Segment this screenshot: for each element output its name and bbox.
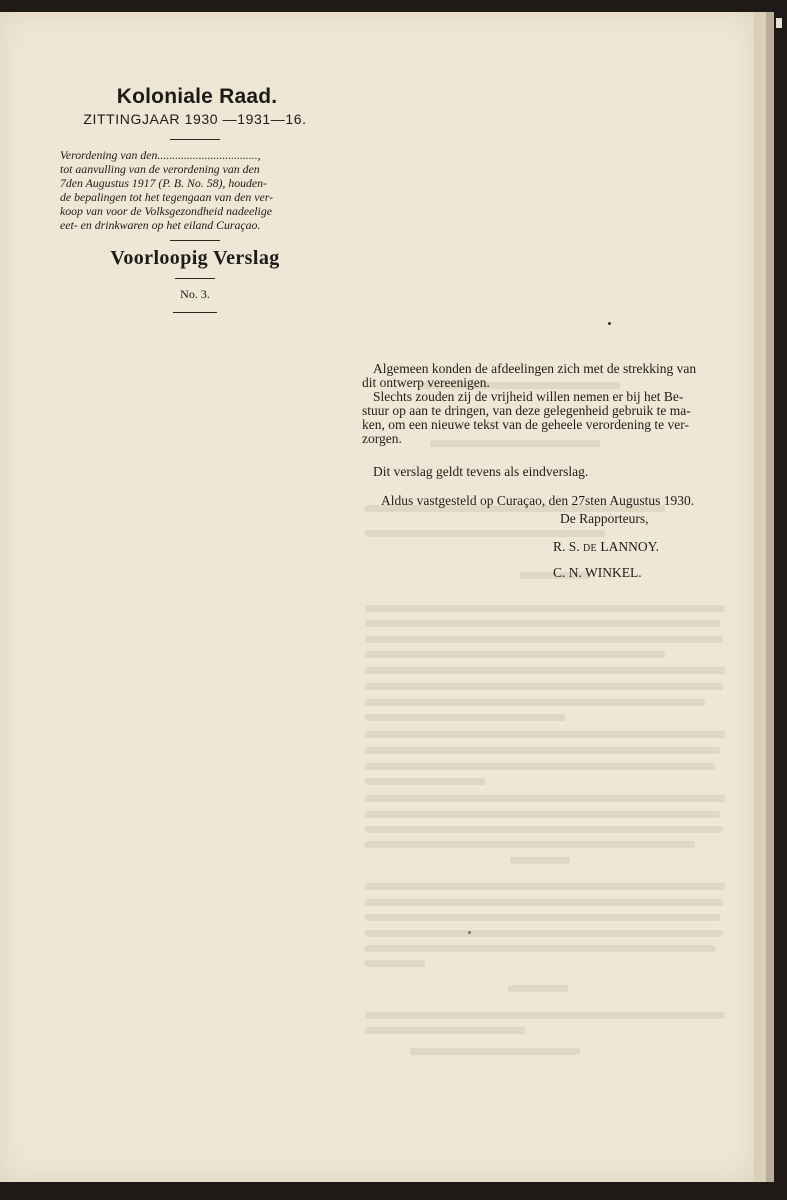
divider: [170, 240, 220, 241]
page-edge: [766, 12, 774, 1182]
bleed-through-mark: [365, 747, 720, 754]
signatory-1-initials: R. S.: [553, 539, 580, 554]
rapporteurs-label: De Rapporteurs,: [560, 511, 649, 526]
bleed-through-mark: [365, 699, 705, 706]
bleed-through-mark: [365, 778, 485, 785]
bleed-through-mark: [410, 1048, 580, 1055]
final-note: Dit verslag geldt tevens als eindverslag.: [373, 464, 589, 479]
description-line: Verordening van den..................................,: [60, 148, 261, 162]
paragraph-line: Slechts zouden zij de vrijheid willen nemen er bij het Be-: [373, 389, 684, 404]
scan-border: [774, 0, 787, 1200]
bleed-through-mark: [365, 714, 565, 721]
established-line: Aldus vastgesteld op Curaçao, den 27sten Augustus 1930.: [381, 493, 695, 508]
description-line: tot aanvulling van de verordening van den: [60, 162, 260, 176]
bleed-through-mark: [365, 1012, 725, 1019]
bleed-through-mark: [365, 914, 720, 921]
paragraph-line: stuur op aan te dringen, van deze gelegenheid gebruik te ma-: [362, 403, 691, 418]
bleed-through-mark: [365, 841, 695, 848]
report-number: No. 3.: [180, 287, 210, 301]
scan-tab-mark: [776, 18, 782, 28]
divider: [175, 278, 215, 279]
session-year: ZITTINGJAAR 1930 —1931—16.: [83, 111, 307, 127]
ordinance-description: [60, 148, 330, 232]
bleed-through-mark: [365, 930, 723, 937]
divider: [173, 312, 217, 313]
document-header: [60, 85, 330, 313]
paragraph-line: Algemeen konden de afdeelingen zich met de strekking van: [373, 361, 697, 376]
bleed-through-mark: [365, 636, 723, 643]
ink-speck: [608, 322, 611, 325]
bleed-through-mark: [365, 960, 425, 967]
bleed-through-mark: [365, 651, 665, 658]
report-body: [362, 362, 732, 508]
bleed-through-mark: [365, 826, 723, 833]
bleed-through-mark: [508, 985, 568, 992]
signatory-1-name: LANNOY.: [600, 539, 659, 554]
bleed-through-mark: [365, 605, 725, 612]
bleed-through-mark: [365, 883, 725, 890]
council-name: Koloniale Raad.: [116, 85, 278, 108]
paragraph-line: dit ontwerp vereenigen.: [362, 375, 490, 390]
bleed-through-mark: [365, 683, 723, 690]
report-title: Voorloopig Verslag: [110, 247, 280, 269]
page-edge-strip: [754, 12, 766, 1182]
bleed-through-mark: [510, 857, 570, 864]
description-line: koop van voor de Volksgezondheid nadeelige: [60, 204, 272, 218]
signatory-2: C. N. WINKEL.: [553, 565, 642, 580]
description-line: de bepalingen tot het tegengaan van den ver-: [60, 190, 274, 204]
divider: [170, 139, 220, 140]
paragraph-line: zorgen.: [362, 431, 402, 446]
bleed-through-mark: [365, 530, 605, 537]
signatory-1: [553, 539, 659, 555]
signatory-1-particle: DE: [583, 543, 597, 554]
paragraph-line: ken, om een nieuwe tekst van de geheele verordening te ver-: [362, 417, 689, 432]
bleed-through-mark: [365, 899, 723, 906]
bleed-through-mark: [365, 620, 720, 627]
bleed-through-mark: [365, 667, 725, 674]
bleed-through-mark: [365, 795, 725, 802]
bleed-through-mark: [365, 1027, 525, 1034]
description-line: 7den Augustus 1917 (P. B. No. 58), houden-: [60, 176, 267, 190]
bleed-through-mark: [365, 763, 715, 770]
bleed-through-mark: [365, 811, 720, 818]
description-line: eet- en drinkwaren op het eiland Curaçao.: [60, 218, 261, 232]
ink-speck: [468, 931, 471, 934]
bleed-through-mark: [365, 731, 725, 738]
bleed-through-mark: [365, 945, 715, 952]
